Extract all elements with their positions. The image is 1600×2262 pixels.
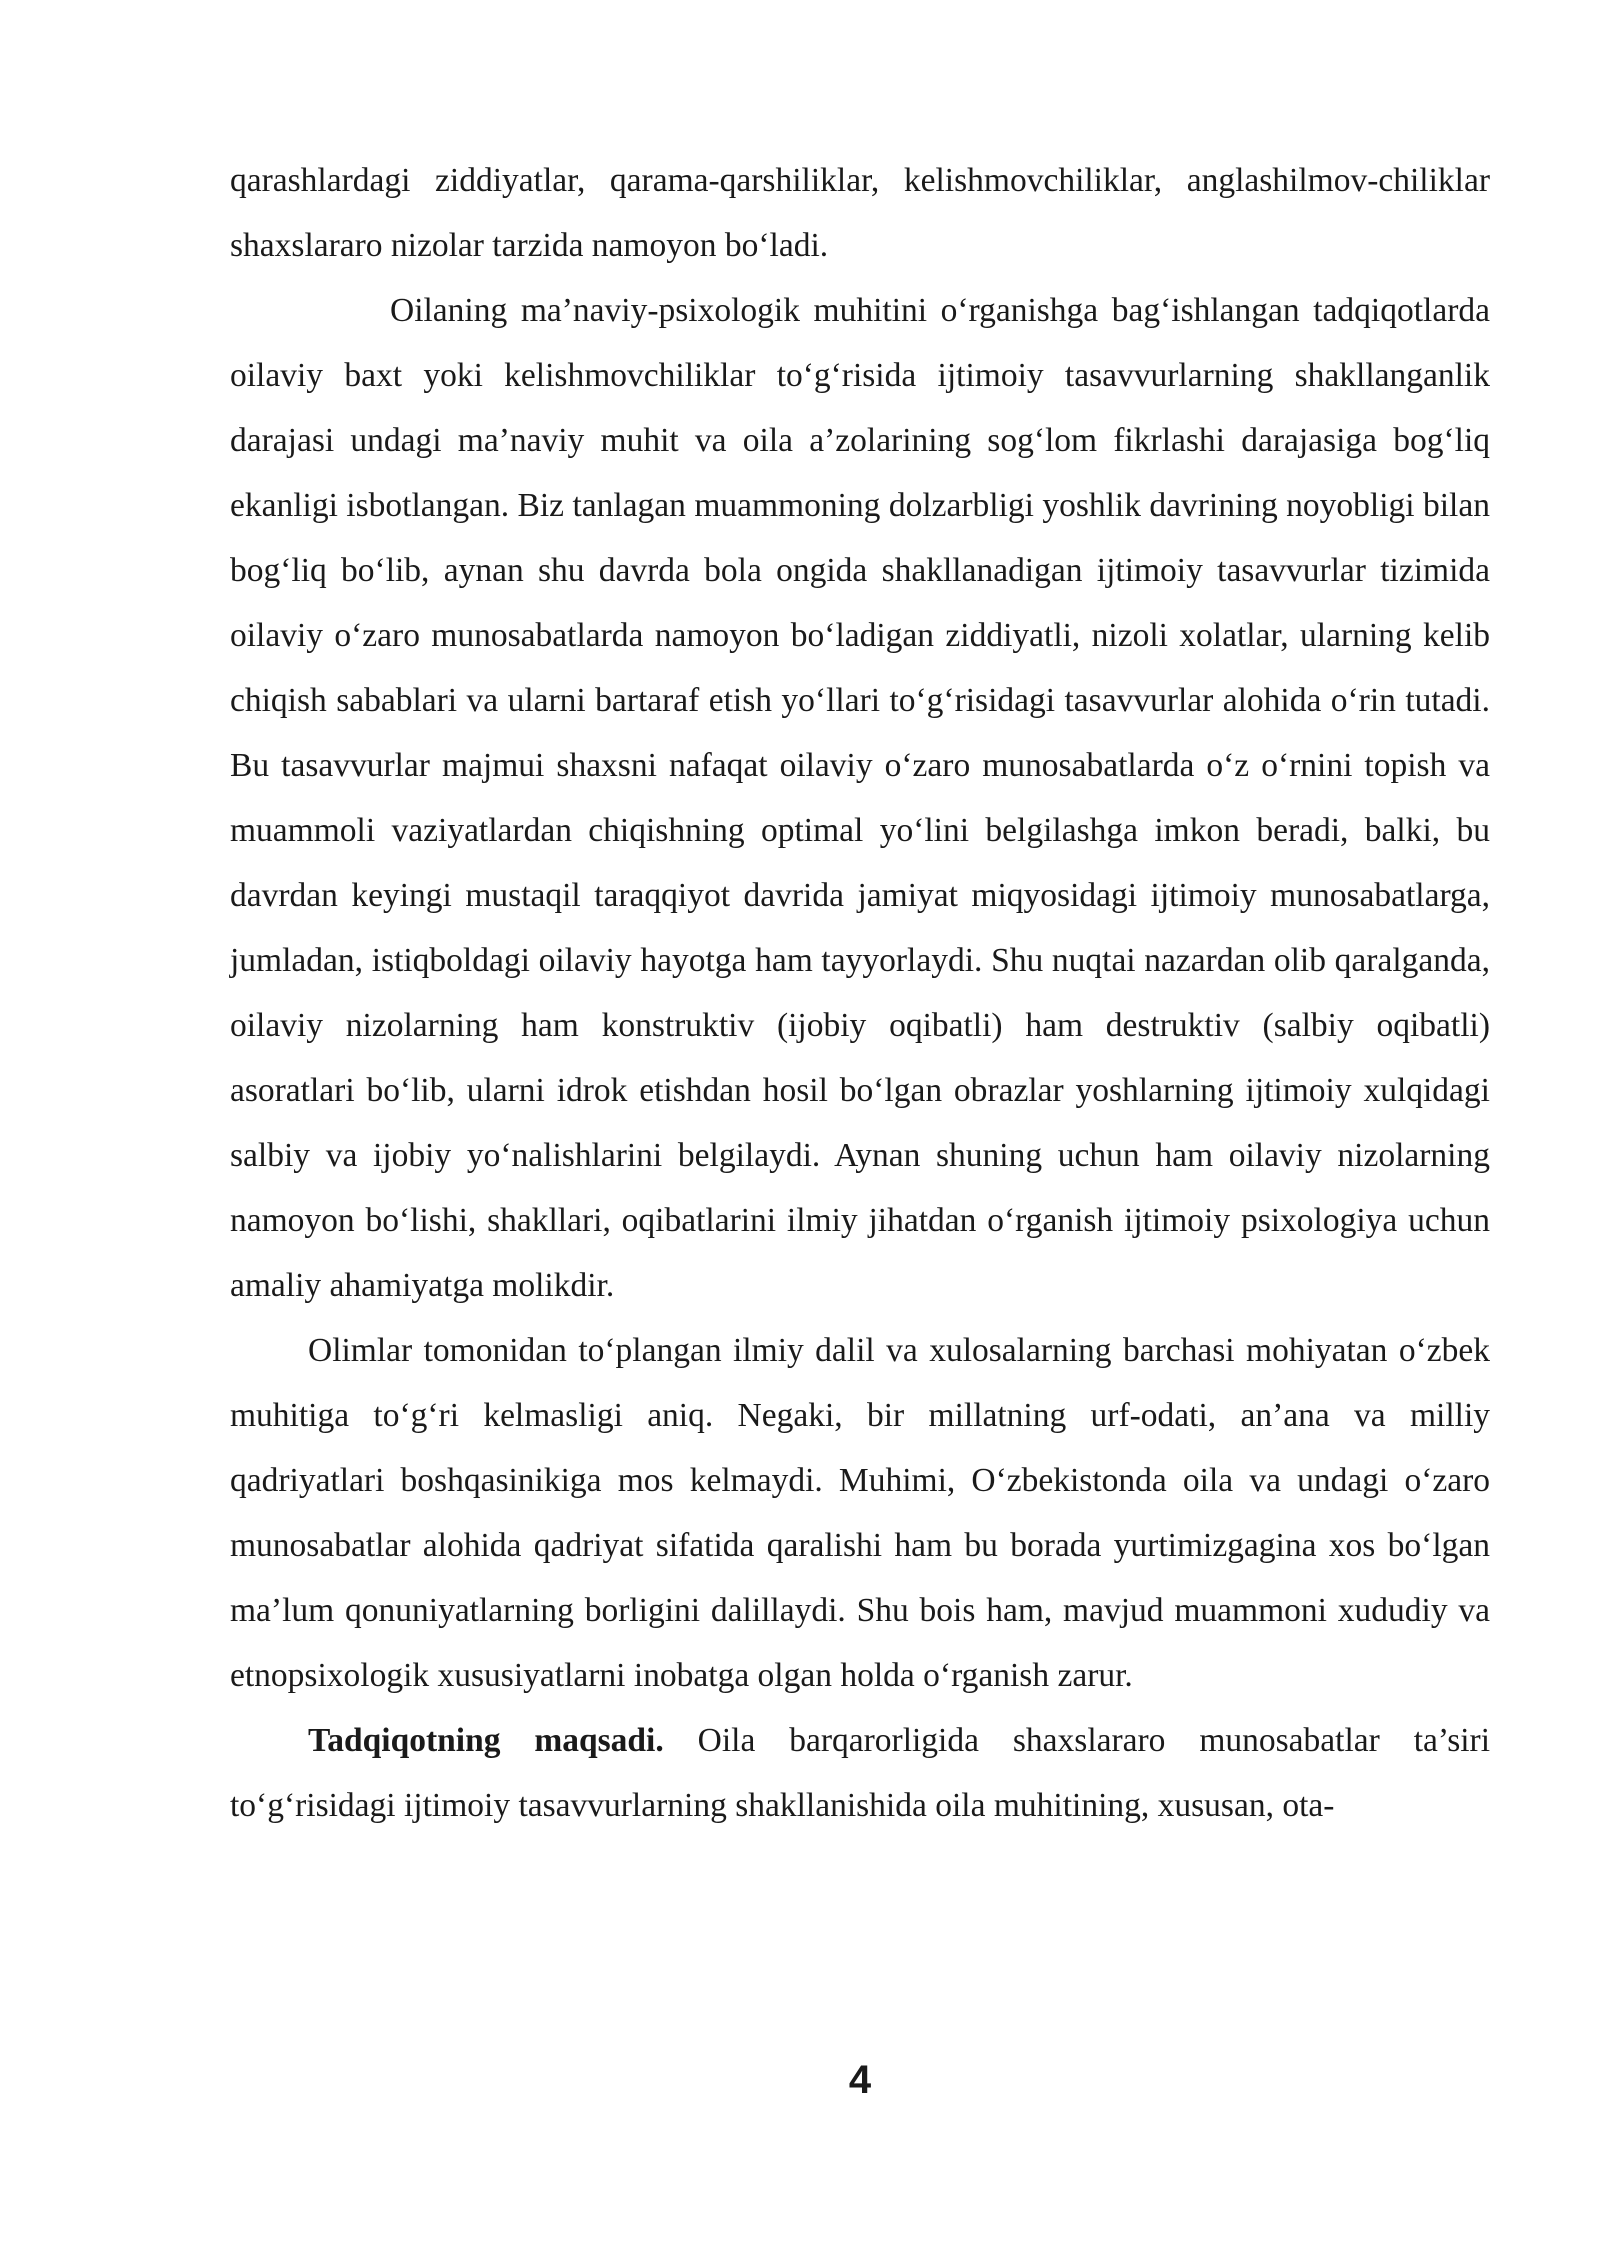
research-goal-heading: Tadqiqotning maqsadi.: [308, 1722, 664, 1759]
paragraph-text: Oila barqarorligida shaxslararo munosabatlar ta’siri to‘g‘risidagi ijtimoiy tasavvurlarning shakllanishida oila muhitining, xususan, ota-: [230, 1722, 1491, 1824]
paragraph-family-environment: [230, 278, 1490, 1318]
document-body: [230, 148, 1490, 1838]
paragraph-continuation: [230, 148, 1490, 278]
paragraph-text: qarashlardagi ziddiyatlar, qarama-qarshiliklar, kelishmovchiliklar, anglashilmov-chiliklar shaxslararo nizolar tarzida namoyon bo‘ladi.: [230, 162, 1490, 264]
paragraph-scientists-findings: [230, 1318, 1490, 1708]
page-number: 4: [848, 2058, 872, 2102]
paragraph-text: Olimlar tomonidan to‘plangan ilmiy dalil va xulosalarning barchasi mohiyatan o‘zbek muhitiga to‘g‘ri kelmasligi aniq. Negaki, bir millatning urf-odati, an’ana va milliy qadriyatlari boshqasinikiga mos kelmaydi. Muhimi, O‘zbekistonda oila va undagi o‘zaro munosabatlar alohida qadriyat sifatida qaralishi ham bu borada yurtimizgagina xos bo‘lgan ma’lum qonuniyatlarning borligini dalillaydi. Shu bois ham, mavjud muammoni xududiy va etnopsixologik xususiyatlarni inobatga olgan holda o‘rganish zarur.: [230, 1332, 1490, 1694]
paragraph-text: Oilaning ma’naviy-psixologik muhitini o‘rganishga bag‘ishlangan tadqiqotlarda oilaviy baxt yoki kelishmovchiliklar to‘g‘risida ijtimoiy tasavvurlarning shakllanganlik darajasi undagi ma’naviy muhit va oila a’zolarining sog‘lom fikrlashi darajasiga bog‘liq ekanligi isbotlangan. Biz tanlagan muammoning dolzarbligi yoshlik davrining noyobligi bilan bog‘liq bo‘lib, aynan shu davrda bola ongida shakllanadigan ijtimoiy tasavvurlar tizimida oilaviy o‘zaro munosabatlarda namoyon bo‘ladigan ziddiyatli, nizoli xolatlar, ularning kelib chiqish sabablari va ularni bartaraf etish yo‘llari to‘g‘risidagi tasavvurlar alohida o‘rin tutadi. Bu tasavvurlar majmui shaxsni nafaqat oilaviy o‘zaro munosabatlarda o‘z o‘rnini topish va muammoli vaziyatlardan chiqishning optimal yo‘lini belgilashga imkon beradi, balki, bu davrdan keyingi mustaqil taraqqiyot davrida jamiyat miqyosidagi ijtimoiy munosabatlarga, jumladan, istiqboldagi oilaviy hayotga ham tayyorlaydi. Shu nuqtai nazardan olib qaralganda, oilaviy nizolarning ham konstruktiv (ijobiy oqibatli) ham destruktiv (salbiy oqibatli) asoratlari bo‘lib, ularni idrok etishdan hosil bo‘lgan obrazlar yoshlarning ijtimoiy xulqidagi salbiy va ijobiy yo‘nalishlarini belgilaydi. Aynan shuning uchun ham oilaviy nizolarning namoyon bo‘lishi, shakllari, oqibatlarini ilmiy jihatdan o‘rganish ijtimoiy psixologiya uchun amaliy ahamiyatga molikdir.: [230, 292, 1490, 1304]
paragraph-research-goal: [230, 1708, 1490, 1838]
